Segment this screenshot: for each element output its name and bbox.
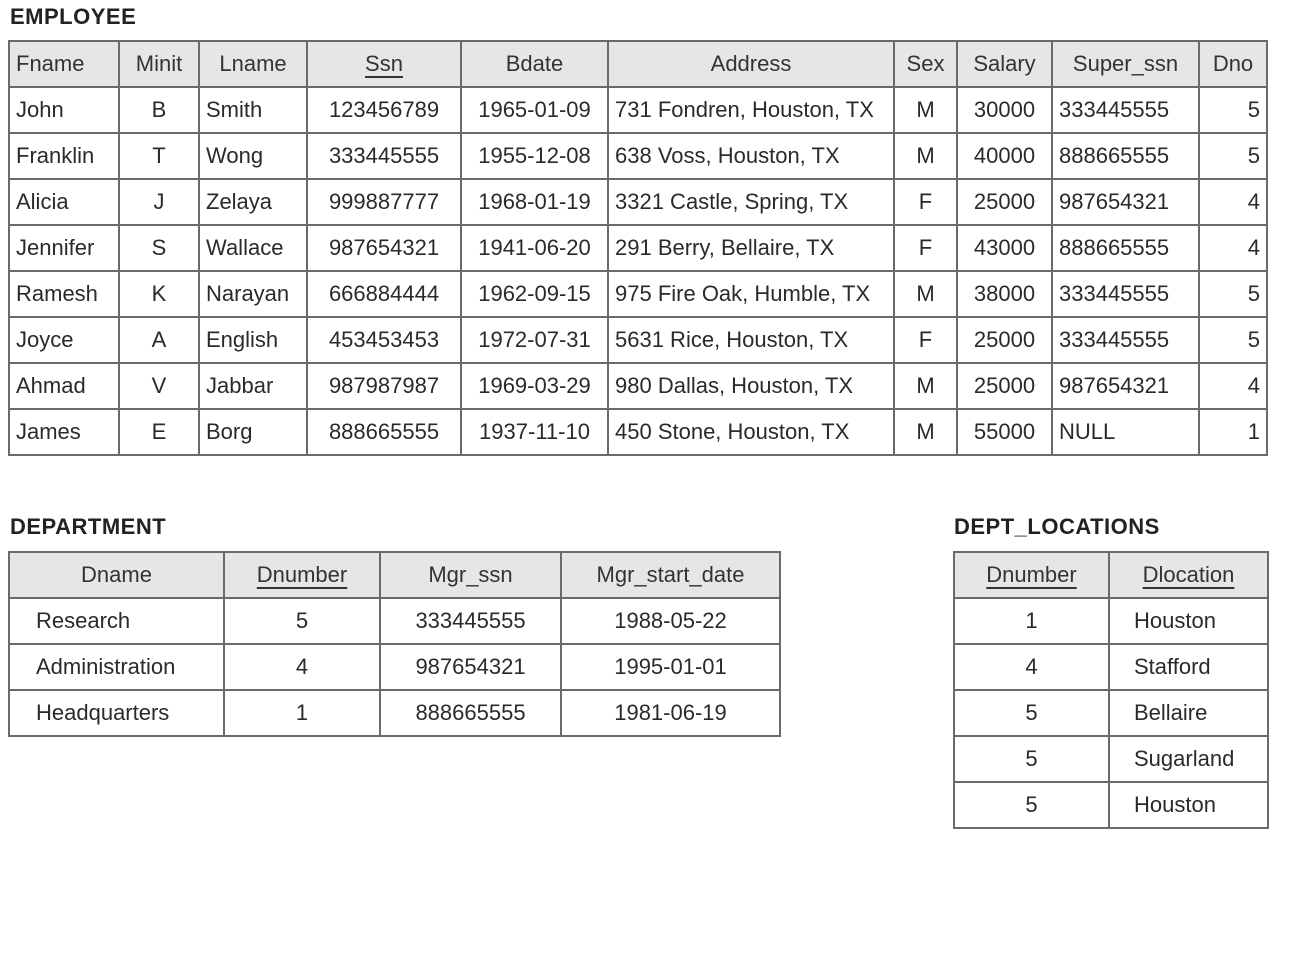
- table-row: [954, 736, 1268, 782]
- table-cell-minit: A: [119, 317, 199, 363]
- column-header-dname: Dname: [9, 552, 224, 598]
- table-cell-bdate: 1937-11-10: [461, 409, 608, 455]
- table-cell-minit: S: [119, 225, 199, 271]
- table-row: [9, 225, 1267, 271]
- table-cell-salary: 30000: [957, 87, 1052, 133]
- table-cell-lname: Borg: [199, 409, 307, 455]
- table-cell-dno: 5: [1199, 87, 1267, 133]
- table-cell-dno: 4: [1199, 363, 1267, 409]
- primary-key-dnumber: Dnumber: [986, 562, 1077, 587]
- table-cell-ssn: 999887777: [307, 179, 461, 225]
- table-row: [9, 363, 1267, 409]
- table-cell-super-ssn: 888665555: [1052, 225, 1199, 271]
- table-cell-address: 731 Fondren, Houston, TX: [608, 87, 894, 133]
- column-header-mgr-start-date: Mgr_start_date: [561, 552, 780, 598]
- table-cell-minit: T: [119, 133, 199, 179]
- table-cell-ssn: 666884444: [307, 271, 461, 317]
- column-header-dlocation: [1109, 552, 1268, 598]
- table-cell-fname: Jennifer: [9, 225, 119, 271]
- table-cell-dno: 4: [1199, 225, 1267, 271]
- table-row: [954, 644, 1268, 690]
- table-cell-dno: 5: [1199, 271, 1267, 317]
- table-cell-sex: F: [894, 225, 957, 271]
- table-cell-dlocation: Bellaire: [1109, 690, 1268, 736]
- table-cell-address: 3321 Castle, Spring, TX: [608, 179, 894, 225]
- table-cell-minit: E: [119, 409, 199, 455]
- table-cell-dlocation: Houston: [1109, 782, 1268, 828]
- table-cell-bdate: 1972-07-31: [461, 317, 608, 363]
- dept-locations-table-title: DEPT_LOCATIONS: [954, 514, 1160, 539]
- column-header-mgr-ssn: Mgr_ssn: [380, 552, 561, 598]
- column-header-dno: Dno: [1199, 41, 1267, 87]
- column-header-minit: Minit: [119, 41, 199, 87]
- table-row: [9, 133, 1267, 179]
- table-cell-dno: 5: [1199, 133, 1267, 179]
- table-cell-sex: F: [894, 317, 957, 363]
- table-cell-minit: B: [119, 87, 199, 133]
- table-cell-bdate: 1969-03-29: [461, 363, 608, 409]
- table-cell-dno: 5: [1199, 317, 1267, 363]
- department-table-title: DEPARTMENT: [10, 514, 167, 539]
- dept-locations-header-row: [954, 552, 1268, 598]
- table-cell-lname: Narayan: [199, 271, 307, 317]
- table-cell-sex: M: [894, 271, 957, 317]
- table-cell-ssn: 987987987: [307, 363, 461, 409]
- table-row: [9, 179, 1267, 225]
- table-cell-super-ssn: 333445555: [1052, 87, 1199, 133]
- table-row: [9, 598, 780, 644]
- table-cell-salary: 38000: [957, 271, 1052, 317]
- column-header-lname: Lname: [199, 41, 307, 87]
- table-cell-dname: Research: [9, 598, 224, 644]
- table-cell-dnumber: 1: [954, 598, 1109, 644]
- table-cell-fname: Ahmad: [9, 363, 119, 409]
- table-cell-salary: 25000: [957, 317, 1052, 363]
- table-cell-super-ssn: 888665555: [1052, 133, 1199, 179]
- employee-header-row: [9, 41, 1267, 87]
- table-cell-bdate: 1941-06-20: [461, 225, 608, 271]
- table-cell-mgr-start-date: 1995-01-01: [561, 644, 780, 690]
- table-cell-bdate: 1962-09-15: [461, 271, 608, 317]
- table-cell-dnumber: 4: [224, 644, 380, 690]
- table-cell-dlocation: Stafford: [1109, 644, 1268, 690]
- table-cell-dnumber: 5: [954, 690, 1109, 736]
- column-header-address: Address: [608, 41, 894, 87]
- table-cell-salary: 40000: [957, 133, 1052, 179]
- table-cell-lname: English: [199, 317, 307, 363]
- employee-table-title: EMPLOYEE: [10, 4, 137, 29]
- table-cell-minit: K: [119, 271, 199, 317]
- table-cell-dnumber: 5: [224, 598, 380, 644]
- primary-key-dlocation: Dlocation: [1142, 562, 1235, 587]
- table-cell-super-ssn: 987654321: [1052, 363, 1199, 409]
- table-cell-bdate: 1968-01-19: [461, 179, 608, 225]
- column-header-sex: Sex: [894, 41, 957, 87]
- department-header-row: [9, 552, 780, 598]
- table-cell-dnumber: 4: [954, 644, 1109, 690]
- table-cell-ssn: 123456789: [307, 87, 461, 133]
- table-cell-minit: J: [119, 179, 199, 225]
- table-cell-fname: Alicia: [9, 179, 119, 225]
- column-header-bdate: Bdate: [461, 41, 608, 87]
- table-row: [9, 271, 1267, 317]
- table-row: [9, 317, 1267, 363]
- table-cell-dno: 1: [1199, 409, 1267, 455]
- table-cell-super-ssn: 333445555: [1052, 271, 1199, 317]
- table-cell-sex: M: [894, 87, 957, 133]
- table-cell-sex: F: [894, 179, 957, 225]
- table-cell-address: 975 Fire Oak, Humble, TX: [608, 271, 894, 317]
- primary-key-ssn: Ssn: [365, 51, 403, 76]
- employee-table: [8, 40, 1268, 456]
- table-cell-dnumber: 5: [954, 736, 1109, 782]
- table-cell-bdate: 1955-12-08: [461, 133, 608, 179]
- table-cell-dname: Administration: [9, 644, 224, 690]
- table-row: [954, 782, 1268, 828]
- table-cell-ssn: 453453453: [307, 317, 461, 363]
- table-cell-salary: 25000: [957, 363, 1052, 409]
- table-cell-mgr-start-date: 1981-06-19: [561, 690, 780, 736]
- table-cell-salary: 25000: [957, 179, 1052, 225]
- table-row: [9, 644, 780, 690]
- table-cell-super-ssn: NULL: [1052, 409, 1199, 455]
- table-cell-fname: Joyce: [9, 317, 119, 363]
- table-cell-mgr-ssn: 987654321: [380, 644, 561, 690]
- table-cell-mgr-ssn: 333445555: [380, 598, 561, 644]
- table-cell-mgr-ssn: 888665555: [380, 690, 561, 736]
- table-cell-minit: V: [119, 363, 199, 409]
- table-cell-ssn: 987654321: [307, 225, 461, 271]
- table-cell-fname: James: [9, 409, 119, 455]
- column-header-dnumber: [224, 552, 380, 598]
- table-cell-address: 638 Voss, Houston, TX: [608, 133, 894, 179]
- table-cell-dnumber: 5: [954, 782, 1109, 828]
- column-header-super-ssn: Super_ssn: [1052, 41, 1199, 87]
- table-cell-bdate: 1965-01-09: [461, 87, 608, 133]
- table-cell-dno: 4: [1199, 179, 1267, 225]
- table-cell-address: 980 Dallas, Houston, TX: [608, 363, 894, 409]
- column-header-dnumber: [954, 552, 1109, 598]
- table-cell-lname: Jabbar: [199, 363, 307, 409]
- column-header-ssn: [307, 41, 461, 87]
- table-cell-ssn: 333445555: [307, 133, 461, 179]
- table-cell-dlocation: Houston: [1109, 598, 1268, 644]
- table-cell-lname: Wallace: [199, 225, 307, 271]
- table-cell-dname: Headquarters: [9, 690, 224, 736]
- dept-locations-table: [953, 551, 1269, 829]
- table-row: [9, 409, 1267, 455]
- table-row: [954, 598, 1268, 644]
- table-cell-salary: 43000: [957, 225, 1052, 271]
- table-cell-sex: M: [894, 409, 957, 455]
- table-cell-address: 291 Berry, Bellaire, TX: [608, 225, 894, 271]
- table-cell-salary: 55000: [957, 409, 1052, 455]
- table-cell-super-ssn: 333445555: [1052, 317, 1199, 363]
- table-cell-fname: John: [9, 87, 119, 133]
- table-row: [9, 690, 780, 736]
- table-cell-sex: M: [894, 133, 957, 179]
- table-cell-lname: Zelaya: [199, 179, 307, 225]
- primary-key-dnumber: Dnumber: [256, 562, 348, 587]
- department-table: [8, 551, 781, 737]
- table-cell-address: 450 Stone, Houston, TX: [608, 409, 894, 455]
- column-header-salary: Salary: [957, 41, 1052, 87]
- table-cell-mgr-start-date: 1988-05-22: [561, 598, 780, 644]
- column-header-fname: Fname: [9, 41, 119, 87]
- table-cell-dnumber: 1: [224, 690, 380, 736]
- table-cell-ssn: 888665555: [307, 409, 461, 455]
- table-row: [9, 87, 1267, 133]
- table-cell-fname: Franklin: [9, 133, 119, 179]
- table-cell-super-ssn: 987654321: [1052, 179, 1199, 225]
- table-cell-dlocation: Sugarland: [1109, 736, 1268, 782]
- table-row: [954, 690, 1268, 736]
- table-cell-sex: M: [894, 363, 957, 409]
- table-cell-lname: Wong: [199, 133, 307, 179]
- table-cell-address: 5631 Rice, Houston, TX: [608, 317, 894, 363]
- table-cell-fname: Ramesh: [9, 271, 119, 317]
- table-cell-lname: Smith: [199, 87, 307, 133]
